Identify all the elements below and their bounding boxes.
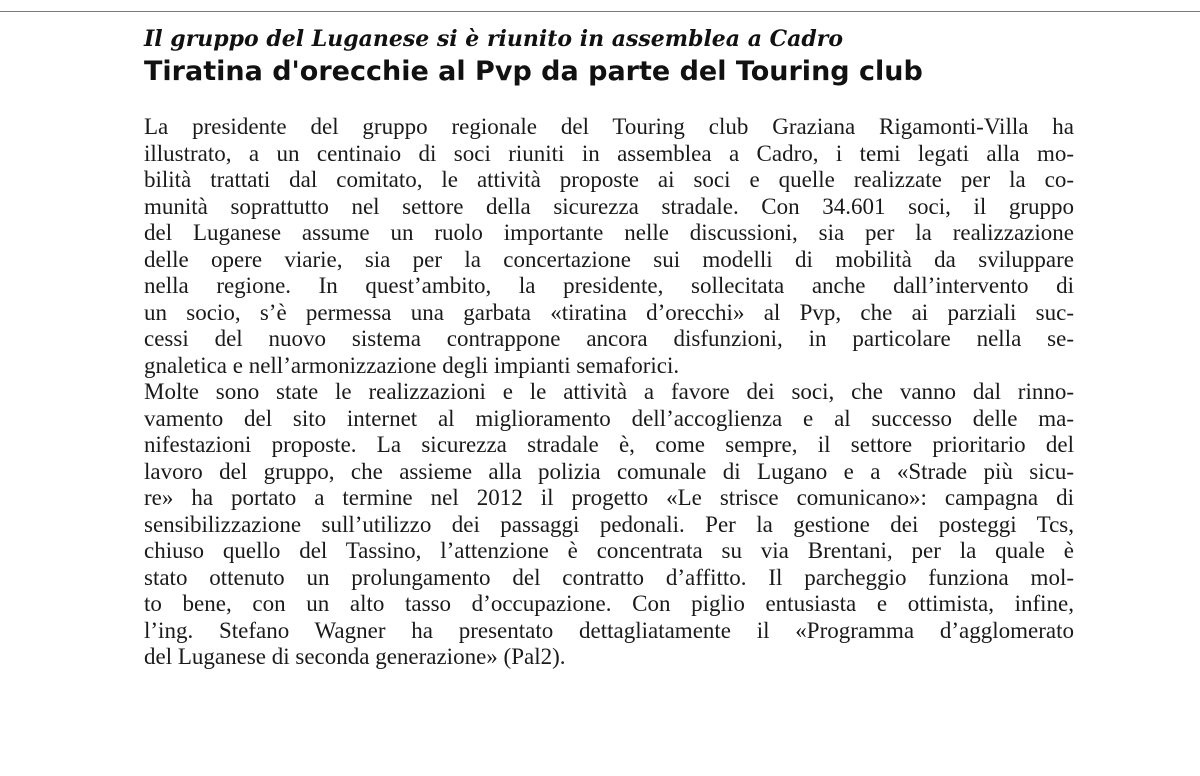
body-line: delle opere viarie, sia per la concertazione sui modelli di mobilità da sviluppare bbox=[144, 246, 1074, 272]
body-line: l’ing. Stefano Wagner ha presentato dettagliatamente il «Programma d’agglomerato bbox=[144, 617, 1074, 643]
body-line: bilità trattati dal comitato, le attività proposte ai soci e quelle realizzate per la co- bbox=[144, 167, 1074, 192]
body-line: chiuso quello del Tassino, l’attenzione è concentrata su via Brentani, per la quale è bbox=[144, 538, 1074, 563]
body-line: Molte sono state le realizzazioni e le attività a favore dei soci, che vanno dal rinno- bbox=[144, 379, 1074, 404]
body-line: nella regione. In quest’ambito, la presidente, sollecitata anche dall’intervento di bbox=[144, 273, 1074, 298]
body-line: lavoro del gruppo, che assieme alla polizia comunale di Lugano e a «Strade più sicu- bbox=[144, 458, 1074, 484]
body-line: del Luganese di seconda generazione» (Pal2). bbox=[144, 644, 566, 669]
body-line: munità soprattutto nel settore della sicurezza stradale. Con 34.601 soci, il gruppo bbox=[144, 193, 1074, 219]
article-kicker: Il gruppo del Luganese si è riunito in assemblea a Cadro bbox=[144, 26, 844, 52]
body-line: illustrato, a un centinaio di soci riuniti in assemblea a Cadro, i temi legati alla mo- bbox=[144, 140, 1074, 166]
body-line: stato ottenuto un prolungamento del contratto d’affitto. Il parcheggio funziona mol- bbox=[144, 564, 1074, 590]
body-line: cessi del nuovo sistema contrappone ancora disfunzioni, in particolare nella se- bbox=[144, 326, 1074, 351]
body-line: del Luganese assume un ruolo importante nelle discussioni, sia per la realizzazione bbox=[144, 220, 1074, 245]
body-line: La presidente del gruppo regionale del Touring club Graziana Rigamonti-Villa ha bbox=[144, 114, 1074, 139]
body-line: to bene, con un alto tasso d’occupazione. Con piglio entusiasta e ottimista, infine, bbox=[144, 591, 1074, 616]
body-line: gnaletica e nell’armonizzazione degli impianti semaforici. bbox=[144, 352, 680, 378]
body-line: nifestazioni proposte. La sicurezza stradale è, come sempre, il settore prioritario del bbox=[144, 432, 1074, 457]
article-headline: Tiratina d'orecchie al Pvp da parte del Touring club bbox=[144, 56, 923, 87]
body-line: sensibilizzazione sull’utilizzo dei passaggi pedonali. Per la gestione dei posteggi Tcs, bbox=[144, 511, 1074, 537]
body-line: re» ha portato a termine nel 2012 il progetto «Le strisce comunicano»: campagna di bbox=[144, 485, 1074, 510]
article-body bbox=[144, 114, 1074, 671]
body-line: un socio, s’è permessa una garbata «tiratina d’orecchi» al Pvp, che ai parziali suc- bbox=[144, 299, 1074, 325]
body-line: vamento del sito internet al miglioramento dell’accoglienza e al successo delle ma- bbox=[144, 405, 1074, 431]
